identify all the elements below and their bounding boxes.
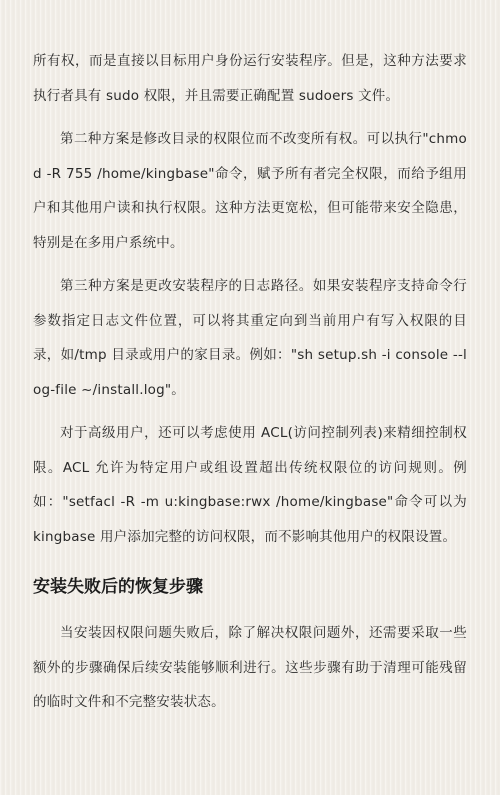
paragraph-recovery-intro: 当安装因权限问题失败后，除了解决权限问题外，还需要采取一些额外的步骤确保后续安装能够顺利进行。这些步骤有助于清理可能残留的临时文件和不完整安装状态。 (33, 625, 467, 710)
paragraph-option-three-log-path: 第三种方案是更改安装程序的日志路径。如果安装程序支持命令行参数指定日志文件位置，可以将其重定向到当前用户有写入权限的目录，如/tmp 目录或用户的家目录。例如："sh setup.sh -i console --log-file ~/install.log"。 (33, 278, 467, 398)
paragraph-continued-ownership: 所有权，而是直接以目标用户身份运行安装程序。但是，这种方法要求执行者具有 sudo 权限，并且需要正确配置 sudoers 文件。 (33, 53, 467, 104)
paragraph-option-two-chmod: 第二种方案是修改目录的权限位而不改变所有权。可以执行"chmod -R 755 /home/kingbase"命令，赋予所有者完全权限，而给予组用户和其他用户读和执行权限。这种方法更宽松，但可能带来安全隐患，特别是在多用户系统中。 (33, 131, 467, 251)
paragraph-acl: 对于高级用户，还可以考虑使用 ACL(访问控制列表)来精细控制权限。ACL 允许为特定用户或组设置超出传统权限位的访问规则。例如："setfacl -R -m u:kingbase:rwx /home/kingbase"命令可以为 kingbase 用户添加完整的访问权限，而不影响其他用户的权限设置。 (33, 425, 467, 545)
section-heading: 安装失败后的恢复步骤 (33, 577, 203, 597)
